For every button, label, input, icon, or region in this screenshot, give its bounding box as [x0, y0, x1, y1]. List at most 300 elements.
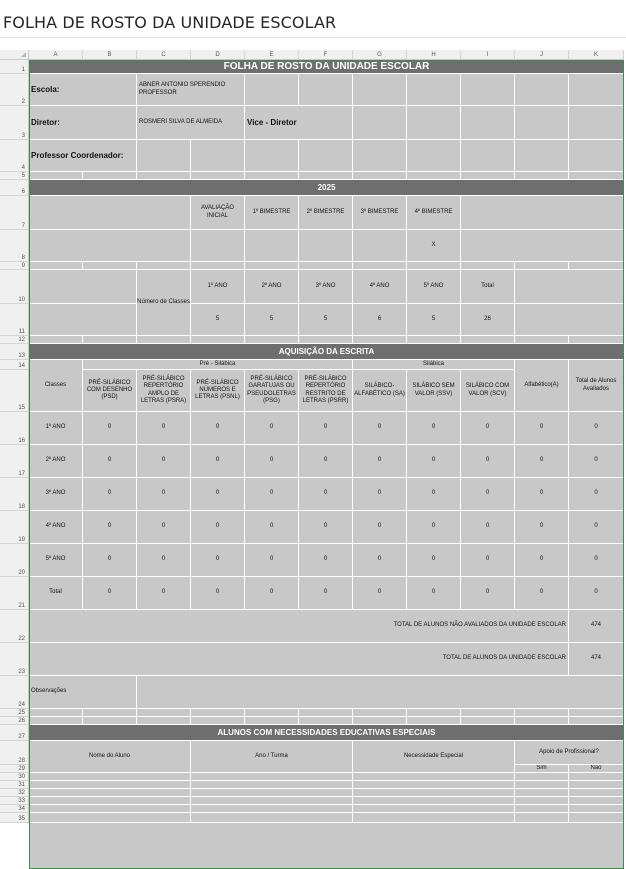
observacoes-label[interactable]: Observações: [29, 676, 137, 709]
escrita-value[interactable]: 0: [461, 577, 515, 610]
escrita-value[interactable]: 0: [407, 478, 461, 511]
escrita-value[interactable]: 0: [515, 445, 569, 478]
empty-cell[interactable]: [515, 262, 569, 270]
empty-cell[interactable]: [407, 74, 461, 106]
empty-cell[interactable]: [245, 74, 299, 106]
vice-diretor-label[interactable]: Vice - Diretor: [245, 106, 353, 140]
empty-cell[interactable]: [515, 304, 624, 336]
escrita-value[interactable]: 0: [353, 577, 407, 610]
empty-cell[interactable]: [83, 709, 137, 717]
aluno-nao-cell[interactable]: [569, 789, 624, 797]
row-number: 4: [21, 165, 25, 171]
empty-cell[interactable]: [461, 262, 515, 270]
escrita-value[interactable]: 0: [83, 445, 137, 478]
escola-value[interactable]: ABNER ANTONIO SPERENDIO PROFESSOR: [137, 74, 245, 106]
escrita-col-header[interactable]: PRÉ-SILÁBICO REPERTÓRIO RESTRITO DE LETRAS (PSRR): [299, 370, 353, 412]
row-header-35[interactable]: [0, 813, 29, 823]
empty-cell[interactable]: [353, 336, 407, 344]
empty-cell[interactable]: [569, 709, 624, 717]
empty-cell[interactable]: [29, 336, 83, 344]
column-header-i[interactable]: I: [461, 50, 515, 60]
row-header-16[interactable]: [0, 412, 29, 445]
escrita-value[interactable]: 0: [299, 577, 353, 610]
escrita-value[interactable]: 0: [407, 577, 461, 610]
row-number: 19: [18, 537, 25, 543]
escrita-value[interactable]: 0: [191, 577, 245, 610]
period-label[interactable]: 4º BIMESTRE: [407, 196, 461, 230]
escrita-value[interactable]: 0: [515, 544, 569, 577]
row-number: 14: [18, 363, 25, 369]
row-header-25[interactable]: [0, 709, 29, 717]
col-header-total-avaliados[interactable]: Total de Alunos Avaliados: [569, 360, 624, 412]
escrita-value[interactable]: 0: [245, 478, 299, 511]
escrita-value[interactable]: 0: [353, 544, 407, 577]
period-label[interactable]: AVALIAÇÃO INICIAL: [191, 196, 245, 230]
empty-cell[interactable]: [83, 262, 137, 270]
aluno-ano-cell[interactable]: [191, 789, 353, 797]
escrita-value[interactable]: 0: [83, 577, 137, 610]
row-header-33[interactable]: [0, 797, 29, 805]
period-label[interactable]: 1º BIMESTRE: [245, 196, 299, 230]
empty-cell[interactable]: [407, 262, 461, 270]
escrita-col-header[interactable]: PRÉ-SILÁBICO GARATUJAS OU PSEUDOLETRAS (PSG): [245, 370, 299, 412]
empty-cell[interactable]: [461, 230, 624, 262]
row-header-28[interactable]: [0, 741, 29, 765]
class-count-value[interactable]: 26: [461, 304, 515, 336]
period-mark[interactable]: [191, 230, 245, 262]
class-count-value[interactable]: 6: [353, 304, 407, 336]
aluno-necessidade-cell[interactable]: [353, 797, 515, 805]
escrita-value[interactable]: 0: [569, 511, 624, 544]
escrita-col-header[interactable]: PRÉ-SILÁBICO NÚMEROS E LETRAS (PSNL): [191, 370, 245, 412]
escrita-value[interactable]: 0: [569, 478, 624, 511]
empty-cell[interactable]: [137, 709, 191, 717]
escrita-col-header[interactable]: SILÁBICO SEM VALOR (SSV): [407, 370, 461, 412]
empty-cell[interactable]: [353, 262, 407, 270]
aluno-necessidade-cell[interactable]: [353, 805, 515, 813]
empty-cell[interactable]: [569, 172, 624, 180]
row-header-12[interactable]: [0, 336, 29, 344]
aluno-nao-cell[interactable]: [569, 797, 624, 805]
escrita-value[interactable]: 0: [569, 445, 624, 478]
aluno-ano-cell[interactable]: [191, 781, 353, 789]
row-header-17[interactable]: [0, 445, 29, 478]
escrita-value[interactable]: 0: [299, 478, 353, 511]
observacoes-field[interactable]: [137, 676, 624, 709]
spreadsheet[interactable]: [0, 38, 626, 869]
row-number: 2: [21, 99, 25, 105]
empty-cell[interactable]: [191, 709, 245, 717]
empty-cell[interactable]: [515, 74, 569, 106]
aluno-sim-cell[interactable]: [515, 813, 569, 823]
row-number: 7: [21, 223, 25, 229]
escrita-row-label[interactable]: 3º ANO: [29, 478, 83, 511]
escrita-value[interactable]: 0: [137, 445, 191, 478]
escrita-value[interactable]: 0: [515, 577, 569, 610]
row-header-7[interactable]: [0, 196, 29, 230]
empty-cell[interactable]: [569, 140, 624, 172]
aluno-ano-cell[interactable]: [191, 773, 353, 781]
class-year-label[interactable]: 2º ANO: [245, 270, 299, 304]
row-header-31[interactable]: [0, 781, 29, 789]
empty-cell[interactable]: [29, 709, 83, 717]
empty-cell[interactable]: [191, 262, 245, 270]
class-count-value[interactable]: 5: [191, 304, 245, 336]
apoio-nao-header[interactable]: Não: [569, 765, 624, 773]
aluno-sim-cell[interactable]: [515, 789, 569, 797]
row-number: 8: [21, 255, 25, 261]
escrita-value[interactable]: 0: [569, 544, 624, 577]
escrita-value[interactable]: 0: [245, 511, 299, 544]
class-year-label[interactable]: Total: [461, 270, 515, 304]
empty-cell[interactable]: [299, 140, 353, 172]
escrita-col-header[interactable]: SILÁBICO-ALFABÉTICO (SA): [353, 370, 407, 412]
row-header-23[interactable]: [0, 643, 29, 676]
empty-cell[interactable]: [245, 717, 299, 725]
row-header-34[interactable]: [0, 805, 29, 813]
column-header-a[interactable]: A: [29, 50, 83, 60]
nao-avaliados-label[interactable]: TOTAL DE ALUNOS NÃO AVALIADOS DA UNIDADE ESCOLAR: [29, 610, 569, 643]
class-year-label[interactable]: 1º ANO: [191, 270, 245, 304]
empty-cell[interactable]: [137, 717, 191, 725]
escrita-value[interactable]: 0: [353, 478, 407, 511]
empty-cell[interactable]: [191, 172, 245, 180]
empty-cell[interactable]: [407, 172, 461, 180]
empty-cell[interactable]: [353, 74, 407, 106]
row-header-18[interactable]: [0, 478, 29, 511]
empty-cell[interactable]: [569, 74, 624, 106]
escrita-col-header[interactable]: PRÉ-SILÁBICO REPERTÓRIO AMPLO DE LETRAS (PSRA): [137, 370, 191, 412]
empty-cell[interactable]: [29, 270, 137, 304]
empty-cell[interactable]: [515, 140, 569, 172]
row-header-2[interactable]: [0, 74, 29, 106]
escrita-value[interactable]: 0: [407, 445, 461, 478]
escrita-value[interactable]: 0: [353, 511, 407, 544]
escrita-value[interactable]: 0: [407, 511, 461, 544]
escrita-value[interactable]: 0: [137, 478, 191, 511]
empty-cell[interactable]: [515, 270, 624, 304]
empty-cell[interactable]: [461, 336, 515, 344]
empty-cell[interactable]: [461, 196, 624, 230]
period-mark[interactable]: [353, 230, 407, 262]
escrita-value[interactable]: 0: [515, 511, 569, 544]
period-label[interactable]: 2º BIMESTRE: [299, 196, 353, 230]
row-number: 31: [18, 782, 25, 788]
empty-cell[interactable]: [353, 717, 407, 725]
empty-cell[interactable]: [29, 196, 191, 230]
escrita-col-header[interactable]: SILÁBICO COM VALOR (SCV): [461, 370, 515, 412]
row-header-19[interactable]: [0, 511, 29, 544]
escrita-value[interactable]: 0: [83, 412, 137, 445]
escrita-value[interactable]: 0: [569, 412, 624, 445]
empty-cell[interactable]: [299, 336, 353, 344]
column-header-j[interactable]: J: [515, 50, 569, 60]
escrita-value[interactable]: 0: [569, 577, 624, 610]
row-header-1[interactable]: [0, 60, 29, 74]
escrita-value[interactable]: 0: [83, 511, 137, 544]
aluno-necessidade-cell[interactable]: [353, 789, 515, 797]
row-number: 30: [18, 774, 25, 780]
escrita-value[interactable]: 0: [245, 577, 299, 610]
row-header-9[interactable]: [0, 262, 29, 270]
aluno-sim-cell[interactable]: [515, 797, 569, 805]
escrita-row-label[interactable]: 1º ANO: [29, 412, 83, 445]
empty-cell[interactable]: [137, 336, 191, 344]
column-header-b[interactable]: B: [83, 50, 137, 60]
empty-cell[interactable]: [569, 262, 624, 270]
escrita-value[interactable]: 0: [137, 544, 191, 577]
aluno-nome-cell[interactable]: [29, 789, 191, 797]
escrita-value[interactable]: 0: [137, 511, 191, 544]
escrita-value[interactable]: 0: [515, 412, 569, 445]
column-header-g[interactable]: G: [353, 50, 407, 60]
empty-cell[interactable]: [407, 709, 461, 717]
aluno-necessidade-cell[interactable]: [353, 813, 515, 823]
escrita-value[interactable]: 0: [299, 511, 353, 544]
empty-cell[interactable]: [299, 709, 353, 717]
empty-cell[interactable]: [137, 172, 191, 180]
escrita-value[interactable]: 0: [137, 412, 191, 445]
empty-cell[interactable]: [29, 262, 83, 270]
aluno-nao-cell[interactable]: [569, 773, 624, 781]
aluno-nao-cell[interactable]: [569, 805, 624, 813]
empty-cell[interactable]: [461, 172, 515, 180]
escrita-value[interactable]: 0: [515, 478, 569, 511]
escrita-row-label[interactable]: Total: [29, 577, 83, 610]
aluno-nao-cell[interactable]: [569, 813, 624, 823]
period-label[interactable]: 3º BIMESTRE: [353, 196, 407, 230]
empty-cell[interactable]: [191, 336, 245, 344]
empty-cell[interactable]: [515, 106, 569, 140]
escrita-value[interactable]: 0: [461, 412, 515, 445]
class-count-value[interactable]: 5: [245, 304, 299, 336]
sheet-grid[interactable]: [29, 60, 624, 869]
empty-cell[interactable]: [83, 717, 137, 725]
empty-cell[interactable]: [245, 172, 299, 180]
row-number: 18: [18, 504, 25, 510]
escrita-value[interactable]: 0: [191, 412, 245, 445]
empty-cell[interactable]: [245, 709, 299, 717]
escrita-value[interactable]: 0: [461, 445, 515, 478]
row-header-27[interactable]: [0, 725, 29, 741]
row-header-6[interactable]: [0, 180, 29, 196]
aluno-sim-cell[interactable]: [515, 805, 569, 813]
row-header-13[interactable]: [0, 344, 29, 360]
empty-cell[interactable]: [515, 709, 569, 717]
escrita-value[interactable]: 0: [137, 577, 191, 610]
aluno-ano-cell[interactable]: [191, 805, 353, 813]
row-number: 32: [18, 790, 25, 796]
row-number: 5: [21, 173, 25, 179]
empty-cell[interactable]: [353, 172, 407, 180]
diretor-label[interactable]: Diretor:: [29, 106, 137, 140]
row-header-8[interactable]: [0, 230, 29, 262]
escrita-value[interactable]: 0: [83, 544, 137, 577]
row-header-20[interactable]: [0, 544, 29, 577]
empty-cell[interactable]: [569, 717, 624, 725]
escrita-value[interactable]: 0: [245, 412, 299, 445]
empty-cell[interactable]: [353, 106, 407, 140]
empty-cell[interactable]: [191, 140, 245, 172]
empty-cell[interactable]: [515, 717, 569, 725]
empty-cell[interactable]: [461, 717, 515, 725]
aluno-nome-cell[interactable]: [29, 805, 191, 813]
column-header-f[interactable]: F: [299, 50, 353, 60]
escrita-value[interactable]: 0: [299, 544, 353, 577]
escrita-value[interactable]: 0: [461, 544, 515, 577]
empty-cell[interactable]: [137, 140, 191, 172]
row-header-10[interactable]: [0, 270, 29, 304]
empty-cell[interactable]: [569, 336, 624, 344]
empty-cell[interactable]: [137, 262, 191, 270]
aluno-ano-cell[interactable]: [191, 797, 353, 805]
row-header-14[interactable]: [0, 360, 29, 370]
row-number: 11: [18, 329, 25, 335]
escrita-value[interactable]: 0: [407, 412, 461, 445]
escrita-value[interactable]: 0: [191, 544, 245, 577]
classes-header[interactable]: Classes: [29, 360, 83, 412]
nao-avaliados-value[interactable]: 474: [569, 610, 624, 643]
class-count-value[interactable]: 5: [407, 304, 461, 336]
empty-cell[interactable]: [299, 172, 353, 180]
empty-cell[interactable]: [299, 717, 353, 725]
row-header-29[interactable]: [0, 765, 29, 773]
escrita-value[interactable]: 0: [407, 544, 461, 577]
classes-count-label[interactable]: Número de Classes: [137, 270, 191, 336]
aluno-sim-cell[interactable]: [515, 781, 569, 789]
total-alunos-label[interactable]: TOTAL DE ALUNOS DA UNIDADE ESCOLAR: [29, 643, 569, 676]
escrita-value[interactable]: 0: [461, 478, 515, 511]
necessidade-header[interactable]: Necessidade Especial: [353, 741, 515, 773]
empty-cell[interactable]: [299, 262, 353, 270]
period-mark[interactable]: X: [407, 230, 461, 262]
empty-cell[interactable]: [407, 140, 461, 172]
escrita-value[interactable]: 0: [461, 511, 515, 544]
empty-cell[interactable]: [353, 709, 407, 717]
group-silabica[interactable]: Silábica: [353, 360, 515, 370]
apoio-header[interactable]: Apoio de Profissional?: [515, 741, 624, 765]
escrita-value[interactable]: 0: [299, 412, 353, 445]
apoio-sim-header[interactable]: Sim: [515, 765, 569, 773]
nome-aluno-header[interactable]: Nome do Aluno: [29, 741, 191, 773]
total-alunos-value[interactable]: 474: [569, 643, 624, 676]
escola-label[interactable]: Escola:: [29, 74, 137, 106]
group-pre-silabica[interactable]: Pré - Silábica: [83, 360, 353, 370]
empty-cell[interactable]: [245, 336, 299, 344]
aluno-nome-cell[interactable]: [29, 773, 191, 781]
row-header-21[interactable]: [0, 577, 29, 610]
row-number: 29: [18, 766, 25, 772]
escrita-value[interactable]: 0: [245, 544, 299, 577]
escrita-value[interactable]: 0: [353, 445, 407, 478]
diretor-value[interactable]: ROSMERI SILVA DE ALMEIDA: [137, 106, 245, 140]
empty-cell[interactable]: [569, 106, 624, 140]
row-header-22[interactable]: [0, 610, 29, 643]
empty-cell[interactable]: [83, 336, 137, 344]
empty-cell[interactable]: [461, 74, 515, 106]
empty-cell[interactable]: [83, 172, 137, 180]
aluno-ano-cell[interactable]: [191, 813, 353, 823]
empty-cell[interactable]: [461, 140, 515, 172]
empty-cell[interactable]: [29, 304, 137, 336]
row-header-11[interactable]: [0, 304, 29, 336]
aluno-nome-cell[interactable]: [29, 797, 191, 805]
aluno-necessidade-cell[interactable]: [353, 781, 515, 789]
row-header-32[interactable]: [0, 789, 29, 797]
column-header-d[interactable]: D: [191, 50, 245, 60]
escrita-row-label[interactable]: 5º ANO: [29, 544, 83, 577]
empty-cell[interactable]: [407, 336, 461, 344]
escrita-value[interactable]: 0: [353, 412, 407, 445]
empty-cell[interactable]: [245, 140, 299, 172]
empty-cell[interactable]: [245, 262, 299, 270]
aluno-nome-cell[interactable]: [29, 781, 191, 789]
row-header-24[interactable]: [0, 676, 29, 709]
escrita-value[interactable]: 0: [191, 511, 245, 544]
empty-cell[interactable]: [191, 717, 245, 725]
escrita-row-label[interactable]: 2º ANO: [29, 445, 83, 478]
row-header-4[interactable]: [0, 140, 29, 172]
empty-cell[interactable]: [353, 140, 407, 172]
aluno-sim-cell[interactable]: [515, 773, 569, 781]
window-titlebar: [0, 0, 626, 38]
escrita-value[interactable]: 0: [191, 445, 245, 478]
class-count-value[interactable]: 5: [299, 304, 353, 336]
empty-cell[interactable]: [29, 230, 191, 262]
empty-cell[interactable]: [515, 336, 569, 344]
row-header-5[interactable]: [0, 172, 29, 180]
period-mark[interactable]: [299, 230, 353, 262]
empty-cell[interactable]: [407, 717, 461, 725]
class-year-label[interactable]: 5º ANO: [407, 270, 461, 304]
empty-cell[interactable]: [461, 106, 515, 140]
empty-cell[interactable]: [461, 709, 515, 717]
escrita-value[interactable]: 0: [191, 478, 245, 511]
select-all-corner[interactable]: [0, 50, 29, 60]
row-number: 26: [18, 718, 25, 724]
empty-cell[interactable]: [29, 717, 83, 725]
column-header-e[interactable]: E: [245, 50, 299, 60]
col-header-alfabetico[interactable]: Alfabético(A): [515, 360, 569, 412]
row-header-15[interactable]: [0, 370, 29, 412]
row-number: 12: [18, 337, 25, 343]
aluno-nome-cell[interactable]: [29, 813, 191, 823]
period-mark[interactable]: [245, 230, 299, 262]
aluno-nao-cell[interactable]: [569, 781, 624, 789]
class-year-label[interactable]: 4º ANO: [353, 270, 407, 304]
column-header-k[interactable]: K: [569, 50, 624, 60]
row-number: 17: [18, 471, 25, 477]
coordenador-label[interactable]: Professor Coordenador:: [29, 140, 137, 172]
row-header-26[interactable]: [0, 717, 29, 725]
escrita-value[interactable]: 0: [83, 478, 137, 511]
row-header-3[interactable]: [0, 106, 29, 140]
empty-cell[interactable]: [299, 74, 353, 106]
class-year-label[interactable]: 3º ANO: [299, 270, 353, 304]
row-header-30[interactable]: [0, 773, 29, 781]
column-header-c[interactable]: C: [137, 50, 191, 60]
empty-cell[interactable]: [407, 106, 461, 140]
escrita-col-header[interactable]: PRÉ-SILÁBICO COM DESENHO (PSD): [83, 370, 137, 412]
ano-turma-header[interactable]: Ano / Turma: [191, 741, 353, 773]
column-header-h[interactable]: H: [407, 50, 461, 60]
aluno-necessidade-cell[interactable]: [353, 773, 515, 781]
empty-cell[interactable]: [515, 172, 569, 180]
empty-cell[interactable]: [29, 172, 83, 180]
escrita-value[interactable]: 0: [299, 445, 353, 478]
escrita-row-label[interactable]: 4º ANO: [29, 511, 83, 544]
escrita-value[interactable]: 0: [245, 445, 299, 478]
